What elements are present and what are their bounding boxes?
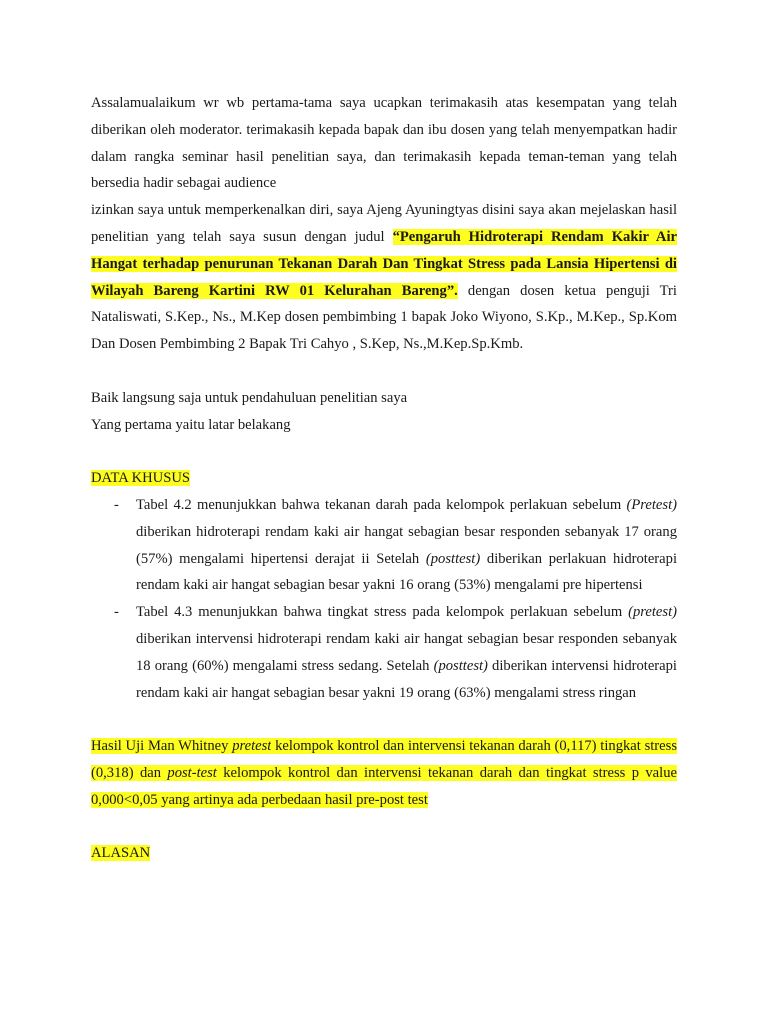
list-item xyxy=(91,599,677,706)
list-item-text: diberikan intervensi hidroterapi rendam kaki air hangat sebagian besar responden sebanyak 18 orang (60%) mengalami stress sedang. Setelah xyxy=(136,630,677,674)
data-khusus-heading-text: DATA KHUSUS xyxy=(91,470,190,487)
greeting-paragraph: Assalamualaikum wr wb pertama-tama saya ucapkan terimakasih atas kesempatan yang telah diberikan oleh moderator. terimakasih kepada bapak dan ibu dosen yang telah menyempatkan hadir dalam rangka seminar hasil penelitian saya, dan terimakasih kepada teman-teman yang telah bersedia hadir sebagai audience xyxy=(91,95,677,192)
background-line: Yang pertama yaitu latar belakang xyxy=(91,416,291,433)
mann-whitney-text: kelompok kontrol dan intervensi tekanan darah dan tingkat stress p value 0,000<0,05 yang artinya ada perbedaan hasil pre-post test xyxy=(91,764,677,808)
list-item-italic: (pretest) xyxy=(628,604,677,621)
mann-whitney-text: Hasil Uji Man Whitney xyxy=(91,738,233,755)
blank-line xyxy=(91,438,677,465)
alasan-heading-text: ALASAN xyxy=(91,845,151,862)
mann-whitney-italic: post-test xyxy=(167,764,217,781)
list-item-text: diberikan hidroterapi rendam kaki air hangat sebagian besar responden sebanyak 17 orang (57%) mengalami hipertensi derajat ii Setelah xyxy=(136,523,677,567)
alasan-heading xyxy=(91,840,677,867)
mann-whitney-paragraph xyxy=(91,733,677,813)
blank-line xyxy=(91,358,677,385)
opening-line: Baik langsung saja untuk pendahuluan penelitian saya xyxy=(91,389,408,406)
dash-bullet: - xyxy=(114,496,119,513)
research-title: “Pengaruh Hidroterapi Rendam Kakir Air Hangat terhadap penurunan Tekanan Darah Dan Tingkat Stress pada Lansia Hipertensi di Wilayah Bareng Kartini RW 01 Kelurahan Bareng”. xyxy=(91,228,677,299)
introduction-text: izinkan saya untuk memperkenalkan diri, saya Ajeng Ayuningtyas disini saya akan mejelaskan hasil penelitian yang telah saya susun dengan judul xyxy=(91,202,677,245)
list-item-text: Tabel 4.2 menunjukkan bahwa tekanan darah pada kelompok perlakuan sebelum xyxy=(136,496,627,513)
list-item-text: diberikan intervensi hidroterapi rendam kaki air hangat sebagian besar yakni 19 orang (63%) mengalami stress ringan xyxy=(136,657,677,701)
document-page xyxy=(91,90,677,867)
list-item-italic: (posttest) xyxy=(425,550,481,567)
list-item xyxy=(91,492,677,599)
list-item-italic: (posttest) xyxy=(433,657,488,674)
blank-line xyxy=(91,706,677,733)
blank-line xyxy=(91,814,677,841)
dash-bullet: - xyxy=(114,604,119,621)
examiners-text: dengan dosen ketua penguji Tri Nataliswati, S.Kep., Ns., M.Kep dosen pembimbing 1 bapak Joko Wiyono, S.Kp., M.Kep., Sp.Kom Dan Dosen Pembimbing 2 Bapak Tri Cahyo , S.Kep, Ns.,M.Kep.Sp.Kmb. xyxy=(91,282,677,353)
list-item-italic: (Pretest) xyxy=(626,496,677,513)
data-khusus-heading xyxy=(91,465,677,492)
mann-whitney-text: kelompok kontrol dan intervensi tekanan darah (0,117) tingkat stress (0,318) dan xyxy=(91,738,677,781)
mann-whitney-italic: pretest xyxy=(232,738,272,755)
data-khusus-list xyxy=(91,492,677,706)
list-item-text: diberikan perlakuan hidroterapi rendam kaki air hangat sebagian besar yakni 16 orang (53%) mengalami pre hipertensi xyxy=(136,550,677,594)
list-item-text: Tabel 4.3 menunjukkan bahwa tingkat stress pada kelompok perlakuan sebelum xyxy=(136,604,629,621)
introduction-paragraph xyxy=(91,197,677,358)
